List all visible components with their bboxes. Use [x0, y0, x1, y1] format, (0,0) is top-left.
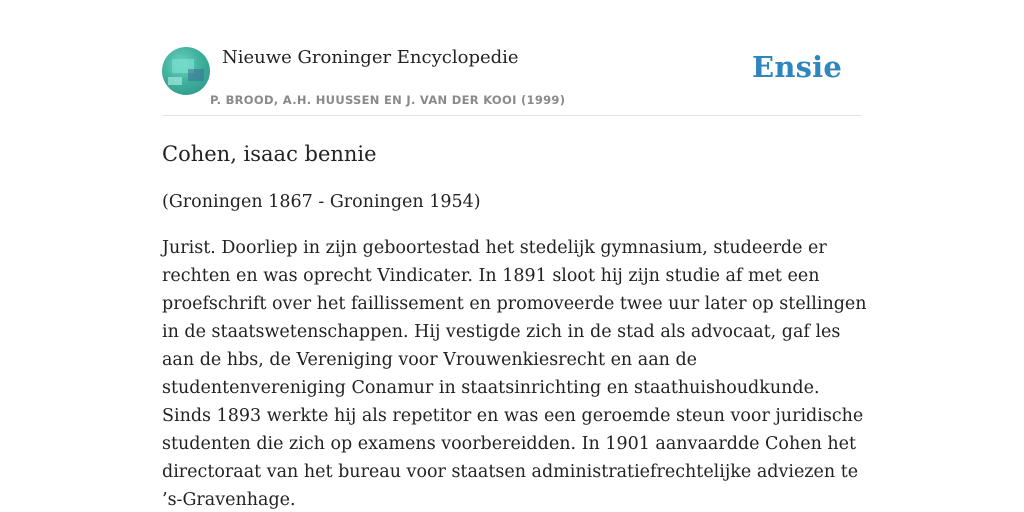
entry-lifespan: (Groningen 1867 - Groningen 1954) — [162, 192, 481, 212]
entry-title: Cohen, isaac bennie — [162, 142, 377, 166]
entry-content — [162, 138, 874, 512]
publication-title[interactable]: Nieuwe Groninger Encyclopedie — [222, 47, 519, 68]
publication-avatar[interactable] — [162, 47, 210, 95]
publication-header — [162, 46, 862, 116]
avatar-shape — [168, 77, 182, 85]
avatar-shape — [188, 69, 204, 81]
publication-authors: P. BROOD, A.H. HUUSSEN EN J. VAN DER KOOI (1999) — [210, 93, 566, 107]
entry-body: Jurist. Doorliep in zijn geboortestad het stedelijk gymnasium, studeerde er rechten en was oprecht Vindicater. In 1891 sloot hij zijn studie af met een proefschrift over het faillissement en promoveerde twee uur later op stellingen in de staatswetenschappen. Hij vestigde zich in de stad als advocaat, gaf les aan de hbs, de Vereniging voor Vrouwenkiesrecht en aan de studentenvereniging Conamur in staatsinrichting en staathuishoudkunde. Sinds 1893 werkte hij als repetitor en was een geroemde steun voor juridische studenten die zich op examens voorbereidden. In 1901 aanvaardde Cohen het directoraat van het bureau voor staatsen administratiefrechtelijke adviezen te ’s-Gravenhage. — [162, 238, 867, 510]
brand-logo[interactable]: Ensie — [752, 50, 842, 84]
